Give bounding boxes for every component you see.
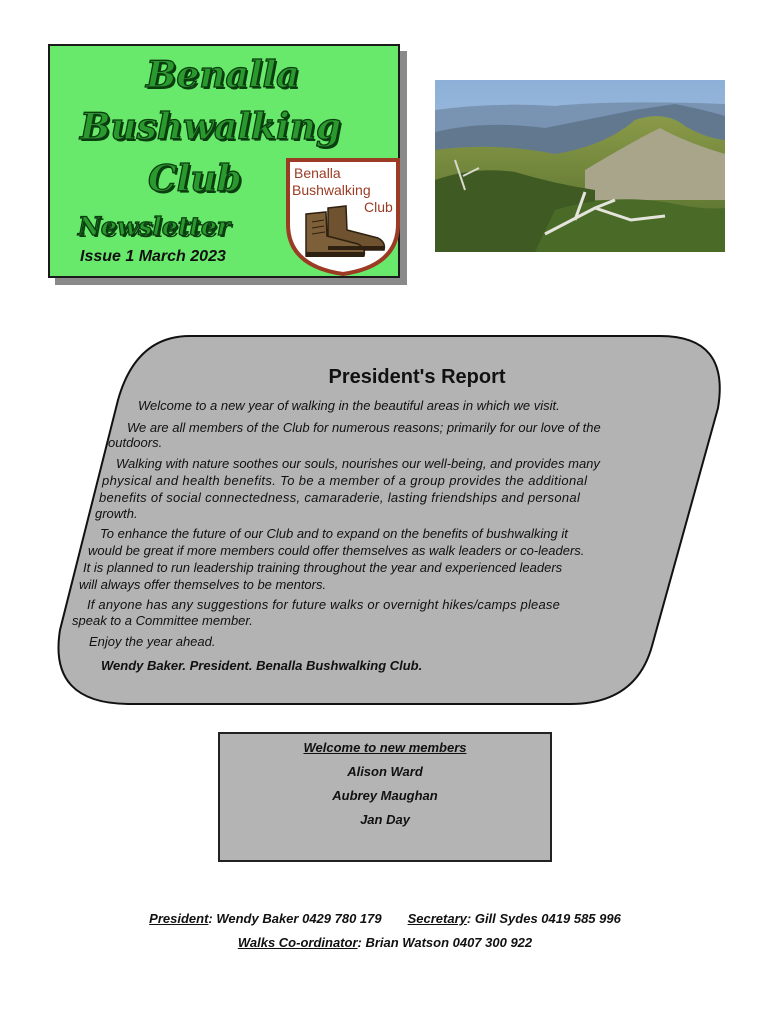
report-line: It is planned to run leadership training throughout the year and experienced leaders [83,560,563,575]
issue-date: Issue 1 March 2023 [80,248,226,265]
report-line: We are all members of the Club for numerous reasons; primarily for our love of the [127,420,601,435]
report-signoff: Wendy Baker. President. Benalla Bushwalking Club. [101,658,423,673]
masthead-title-club: Club [148,158,242,200]
report-line: Enjoy the year ahead. [89,634,216,649]
logo-text-benalla: Benalla [294,165,341,181]
report-line: Welcome to a new year of walking in the beautiful areas in which we visit. [138,398,560,413]
report-line: physical and health benefits. To be a member of a group provides the additional [102,473,588,488]
club-logo [284,158,402,276]
new-member-name: Aubrey Maughan [332,788,438,803]
masthead-newsletter-label: Newsletter [78,212,230,241]
report-line: If anyone has any suggestions for future walks or overnight hikes/camps please [87,597,561,612]
report-line: To enhance the future of our Club and to expand on the benefits of bushwalking it [100,526,568,541]
report-line: would be great if more members could offer themselves as walk leaders or co-leaders. [88,543,585,558]
walks-coordinator-contact: : Brian Watson 0407 300 922 [357,935,533,950]
report-line: growth. [95,506,138,521]
welcome-new-members-box [218,732,552,862]
logo-text-club: Club [364,199,393,215]
welcome-heading: Welcome to new members [303,740,467,755]
secretary-label: Secretary [407,911,467,926]
masthead-title-bushwalking: Bushwalking [80,106,341,148]
footer-contacts-line-1 [0,911,770,926]
new-member-name: Jan Day [360,812,410,827]
report-line: benefits of social connectedness, camaraderie, lasting friendships and personal [99,490,581,505]
new-member-name: Alison Ward [347,764,423,779]
newsletter-masthead [48,44,400,278]
walks-coordinator-label: Walks Co-ordinator [237,935,358,950]
presidents-report-title: President's Report [328,366,506,388]
president-contact: : Wendy Baker 0429 780 179 [208,911,382,926]
footer-contacts-line-2 [0,935,770,950]
report-line: speak to a Committee member. [72,613,253,628]
mountain-landscape-photo [435,80,725,252]
logo-text-bushwalking: Bushwalking [292,182,371,198]
report-line: outdoors. [108,435,163,450]
report-line: will always offer themselves to be mentors. [79,577,327,592]
president-label: President [149,911,209,926]
secretary-contact: : Gill Sydes 0419 585 996 [466,911,621,926]
masthead-title-benalla: Benalla [146,54,300,96]
report-line: Walking with nature soothes our souls, nourishes our well-being, and provides many [116,456,600,471]
